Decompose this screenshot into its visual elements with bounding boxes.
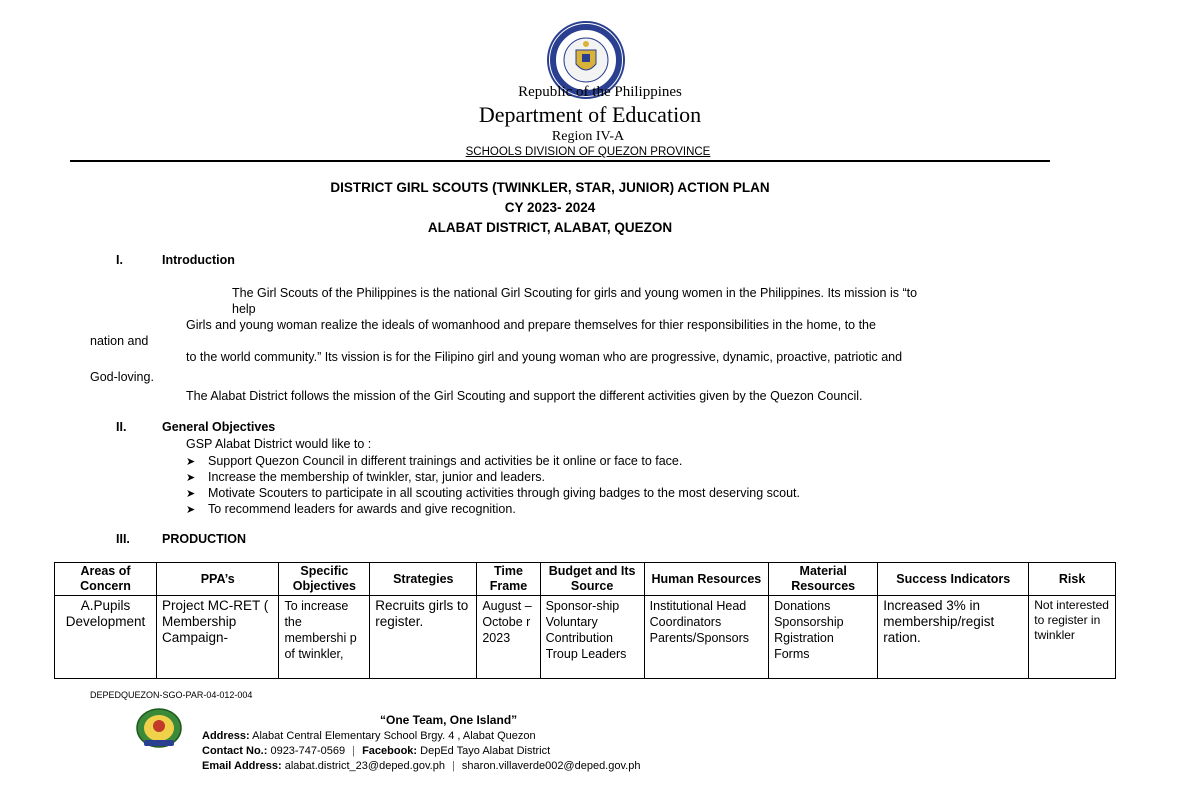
section-1-number: I. (116, 253, 123, 267)
plan-title: DISTRICT GIRL SCOUTS (TWINKLER, STAR, JUNIOR) ACTION PLAN (330, 180, 770, 195)
header-divider (70, 160, 1050, 162)
column-header: Areas of Concern (55, 563, 157, 596)
column-header: Strategies (370, 563, 477, 596)
table-cell: To increase the membershi p of twinkler, (279, 596, 370, 679)
intro-line-5: to the world community.” Its vission is for the Filipino girl and young woman who are progressive, dynamic, proactive, patriotic and (186, 350, 903, 364)
region-label: Region IV-A (551, 129, 625, 144)
footer-email: Email Address: alabat.district_23@deped.gov.ph | sharon.villaverde002@deped.gov.ph (202, 760, 641, 772)
section-3-title: PRODUCTION (162, 532, 247, 546)
intro-line-4: nation and (90, 334, 149, 348)
department-title: Department of Education (478, 102, 702, 127)
section-2-number: II. (116, 420, 127, 434)
column-header: Time Frame (477, 563, 540, 596)
column-header: PPA’s (157, 563, 279, 596)
table-cell: Increased 3% in membership/regist ration. (878, 596, 1029, 679)
footer-motto: “One Team, One Island” (380, 713, 518, 727)
intro-line-6: God-loving. (90, 370, 154, 384)
section-3-number: III. (116, 532, 130, 546)
footer-address: Address: Alabat Central Elementary School Brgy. 4 , Alabat Quezon (202, 730, 536, 742)
column-header: Risk (1029, 563, 1116, 596)
column-header: Human Resources (644, 563, 768, 596)
table-cell: Not interested to register in twinkler (1029, 596, 1116, 679)
arrow-bullet-icon: ➤ (186, 504, 196, 516)
document-code: DEPEDQUEZON-SGO-PAR-04-012-004 (90, 690, 253, 700)
arrow-bullet-icon: ➤ (186, 456, 196, 468)
objective-item: ➤ Motivate Scouters to participate in all scouting activities through giving badges to the most deserving scout. (186, 486, 800, 500)
email-link[interactable]: sharon.villaverde002@deped.gov.ph (461, 760, 641, 772)
table-cell: Institutional Head Coordinators Parents/Sponsors (644, 596, 768, 679)
arrow-bullet-icon: ➤ (186, 488, 196, 500)
intro-line-7: The Alabat District follows the mission of the Girl Scouting and support the different activities given by the Quezon Council. (186, 389, 863, 403)
republic-label: Republic of the Philippines (518, 84, 682, 100)
objective-item: ➤ Support Quezon Council in different trainings and activities be it online or face to face. (186, 454, 683, 468)
column-header: Material Resources (769, 563, 878, 596)
column-header: Success Indicators (878, 563, 1029, 596)
intro-line-3: Girls and young woman realize the ideals of womanhood and prepare themselves for thier responsibilities in the home, to the (186, 318, 876, 332)
column-header: Specific Objectives (279, 563, 370, 596)
plan-district: ALABAT DISTRICT, ALABAT, QUEZON (427, 220, 673, 235)
footer-contact: Contact No.: 0923-747-0569 | Facebook: DepEd Tayo Alabat District (202, 745, 551, 757)
table-cell: Recruits girls to register. (370, 596, 477, 679)
table-cell: Project MC-RET ( Membership Campaign- (157, 596, 279, 679)
column-header: Budget and Its Source (540, 563, 644, 596)
table-cell: A.Pupils Development (55, 596, 157, 679)
table-cell: Sponsor-ship Voluntary Contribution Troup Leaders (540, 596, 644, 679)
district-logo (134, 704, 184, 750)
arrow-bullet-icon: ➤ (186, 472, 196, 484)
objectives-intro: GSP Alabat District would like to : (186, 437, 372, 451)
plan-year: CY 2023- 2024 (504, 200, 596, 215)
section-1-title: Introduction (162, 253, 235, 267)
section-2-title: General Objectives (162, 420, 276, 434)
table-row (55, 596, 1116, 679)
table-header-row (55, 563, 1116, 596)
email-link[interactable]: alabat.district_23@deped.gov.ph (284, 760, 445, 772)
objective-item: ➤ Increase the membership of twinkler, star, junior and leaders. (186, 470, 545, 484)
intro-line-2: help (232, 302, 256, 316)
table-cell: Donations Sponsorship Rgistration Forms (769, 596, 878, 679)
table-cell: August – Octobe r 2023 (477, 596, 540, 679)
intro-line-1: The Girl Scouts of the Philippines is the national Girl Scouting for girls and young women in the Philippines. Its mission is “to (232, 286, 918, 300)
production-table (54, 562, 1116, 679)
division-label: SCHOOLS DIVISION OF QUEZON PROVINCE (465, 146, 711, 158)
objective-item: ➤ To recommend leaders for awards and give recognition. (186, 502, 516, 516)
